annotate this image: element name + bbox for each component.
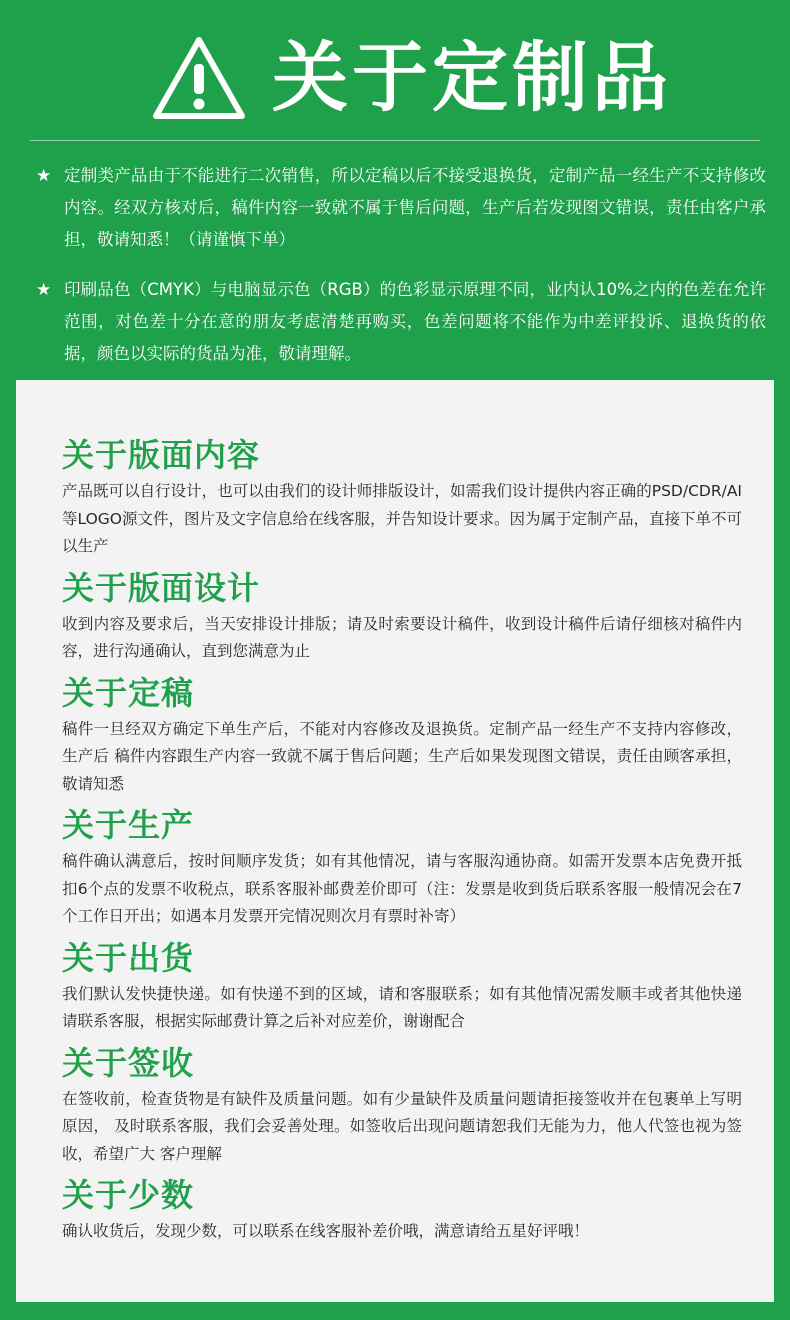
notice-item	[36, 160, 766, 256]
section-quantity-shortage	[62, 1172, 742, 1246]
section-final-draft	[62, 670, 742, 799]
section-body: 产品既可以自行设计，也可以由我们的设计师排版设计，如需我们设计提供内容正确的PSD/CDR/AI等LOGO源文件，图片及文字信息给在线客服，并告知设计要求。因为属于定制产品，直接下单不可以生产	[62, 482, 742, 555]
section-title: 关于少数	[62, 1176, 195, 1214]
section-body: 在签收前，检查货物是有缺件及质量问题。如有少量缺件及质量问题请拒接签收并在包裹单上写明原因， 及时联系客服，我们会妥善处理。如签收后出现问题请恕我们无能为力，他人代签也视为签收，希望广大 客户理解	[62, 1089, 742, 1163]
section-body: 收到内容及要求后，当天安排设计排版；请及时索要设计稿件，收到设计稿件后请仔细核对稿件内容，进行沟通确认，直到您满意为止	[62, 614, 742, 660]
section-title: 关于生产	[62, 806, 195, 844]
section-title: 关于签收	[62, 1043, 195, 1082]
section-title: 关于版面内容	[62, 436, 261, 474]
section-layout-content	[62, 432, 742, 561]
section-list	[62, 432, 742, 1250]
warning-triangle-icon	[150, 34, 248, 122]
notice-text: 定制类产品由于不能进行二次销售，所以定稿以后不接受退换货，定制产品一经生产不支持修改内容。经双方核对后，稿件内容一致就不属于售后问题，生产后若发现图文错误，责任由客户承担，敬请知悉！（请谨慎下单）	[64, 166, 766, 249]
section-shipping	[62, 935, 742, 1036]
section-title: 关于出货	[62, 938, 195, 977]
section-production	[62, 802, 742, 931]
star-icon: ★	[36, 166, 52, 186]
section-body: 稿件确认满意后，按时间顺序发货；如有其他情况，请与客服沟通协商。如需开发票本店免费开抵扣6个点的发票不收税点，联系客服补邮费差价即可（注：发票是收到货后联系客服一般情况会在7个工作日开出；如遇本月发票开完情况则次月有票时补寄）	[62, 852, 742, 925]
star-icon: ★	[36, 280, 52, 300]
section-body: 确认收货后，发现少数，可以联系在线客服补差价哦，满意请给五星好评哦！	[62, 1222, 590, 1240]
section-layout-design	[62, 565, 742, 666]
section-body: 我们默认发快捷快递。如有快递不到的区域，请和客服联系；如有其他情况需发顺丰或者其他快递请联系客服，根据实际邮费计算之后补对应差价，谢谢配合	[62, 984, 742, 1030]
header	[0, 0, 790, 140]
section-body: 稿件一旦经双方确定下单生产后，不能对内容修改及退换货。定制产品一经生产不支持内容修改，生产后 稿件内容跟生产内容一致就不属于售后问题；生产后如果发现图文错误，责任由顾客承担，敬请知悉	[62, 719, 742, 793]
header-divider	[30, 140, 760, 141]
info-panel	[16, 380, 774, 1302]
section-title: 关于版面设计	[62, 568, 261, 607]
notice-text: 印刷品色（CMYK）与电脑显示色（RGB）的色彩显示原理不同，业内认10%之内的色差在允许范围，对色差十分在意的朋友考虑清楚再购买，色差问题将不能作为中差评投诉、退换货的依据，颜色以实际的货品为准，敬请理解。	[64, 280, 766, 363]
section-title: 关于定稿	[62, 673, 195, 712]
section-receipt	[62, 1040, 742, 1169]
page-title: 关于定制品	[272, 33, 672, 122]
notice-item	[36, 274, 766, 370]
notice-list	[36, 160, 766, 388]
